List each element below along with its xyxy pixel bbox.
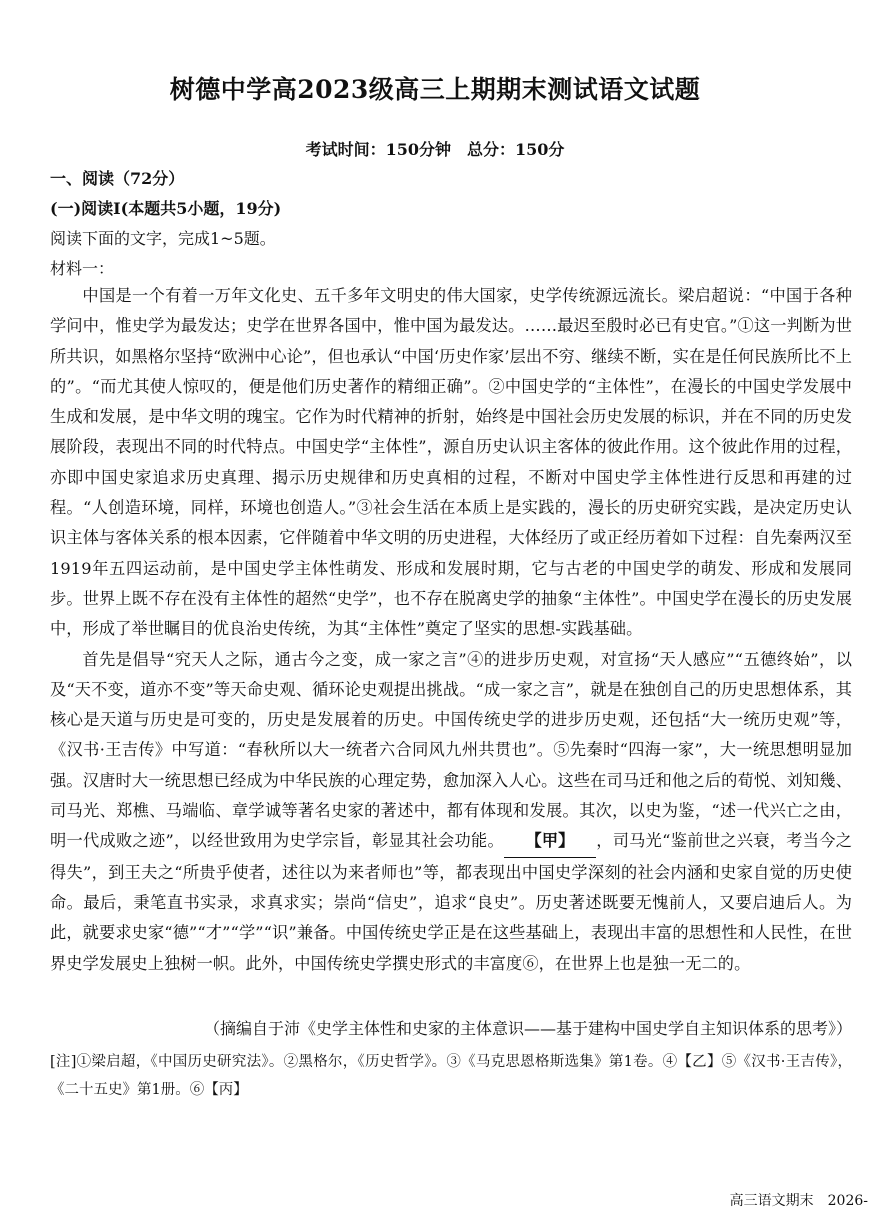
paragraph-2 [50,645,852,979]
subsection-heading: (一)阅读Ⅰ(本题共5小题，19分) [50,199,282,218]
instruction-text: 阅读下面的文字，完成1~5题。 [50,229,276,248]
footnotes: [注]①梁启超，《中国历史研究法》。②黑格尔，《历史哲学》。③《马克思恩格斯选集》第1卷。④【乙】⑤《汉书·王吉传》，《二十五史》第1册。⑥【丙】 [50,1054,852,1098]
blank-jia: 【甲】 [504,826,596,857]
paragraph-1: 中国是一个有着一万年文化史、五千多年文明史的伟大国家，史学传统源远流长。梁启超说：“中国于各种学问中，惟史学为最发达；史学在世界各国中，惟中国为最发达。……最迟至殷时必已有史官。”①这一判断为世所共识，如黑格尔坚持“欧洲中心论”，但也承认“中国‘历史作家’层出不穷、继续不断，实在是任何民族所比不上的”。“而尤其使人惊叹的，便是他们历史著作的精细正确”。②中国史学的“主体性”，在漫长的中国史学发展中生成和发展，是中华文明的瑰宝。它作为时代精神的折射，始终是中国社会历史发展的标识，并在不同的历史发展阶段，表现出不同的时代特点。中国史学“主体性”，源自历史认识主客体的彼此作用。这个彼此作用的过程，亦即中国史家追求历史真理、揭示历史规律和历史真相的过程，不断对中国史学主体性进行反思和再建的过程。“人创造环境，同样，环境也创造人。”③社会生活在本质上是实践的，漫长的历史研究实践，是决定历史认识主体与客体关系的根本因素，它伴随着中华文明的历史进程，大体经历了或正经历着如下过程：自先秦两汉至1919年五四运动前，是中国史学主体性萌发、形成和发展时期，它与古老的中国史学的萌发、形成和发展同步。世界上既不存在没有主体性的超然“史学”，也不存在脱离史学的抽象“主体性”。中国史学在漫长的历史发展中，形成了举世瞩目的优良治史传统，为其“主体性”奠定了坚实的思想-实践基础。 [50,286,852,639]
paragraph-2-part-2: ，司马光“鉴前世之兴衰，考当今之得失”，到王夫之“所贵乎使者，述往以为来者师也”等，都表现出中国史学深刻的社会内涵和史家自觉的历史使命。最后，秉笔直书实录，求真求实；崇尚“信史”，追求“良史”。历史著述既要无愧前人，又要启迪后人。为此，就要求史家“德”“才”“学”“识”兼备。中国传统史学正是在这些基础上，表现出丰富的思想性和人民性，在世界史学发展史上独树一帜。此外，中国传统史学撰史形式的丰富度⑥，在世界上也是独一无二的。 [50,831,853,973]
material-label: 材料一： [50,259,115,278]
exam-title: 树德中学高2023级高三上期期末测试语文试题 [169,75,701,104]
exam-info: 考试时间：150分钟 总分：150分 [305,140,565,159]
passage [50,281,852,979]
section-heading: 一、阅读（72分） [50,169,185,188]
paragraph-2-part-1: 首先是倡导“究天人之际，通古今之变，成一家之言”④的进步历史观，对宣扬“天人感应”“五德终始”，以及“天不变，道亦不变”等天命史观、循环论史观提出挑战。“成一家之言”，就是在独创自己的历史思想体系，其核心是天道与历史是可变的，历史是发展着的历史。中国传统史学的进步历史观，还包括“大一统历史观”等，《汉书·王吉传》中写道：“春秋所以大一统者六合同风九州共贯也”。⑤先秦时“四海一家”，大一统思想明显加强。汉唐时大一统思想已经成为中华民族的心理定势，愈加深入人心。这些在司马迁和他之后的荀悦、刘知幾、司马光、郑樵、马端临、章学诚等著名史家的著述中，都有体现和发展。其次，以史为鉴，“述一代兴亡之由，明一代成败之迹”，以经世致用为史学宗旨，彰显其社会功能。 [50,649,852,851]
source-citation: （摘编自于沛《史学主体性和史家的主体意识——基于建构中国史学自主知识体系的思考》） [203,1019,852,1038]
page-footer: 高三语文期末 2026- [729,1193,868,1209]
